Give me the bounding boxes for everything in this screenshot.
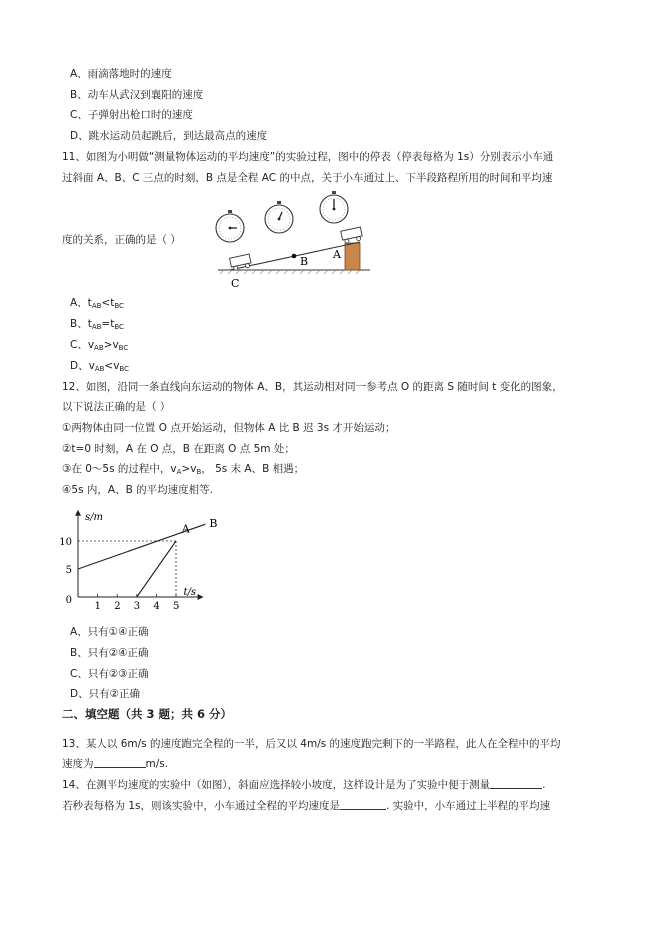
x-axis-arrow bbox=[198, 594, 204, 600]
section-title: 二、填空题（共 3 题；共 6 分） bbox=[62, 707, 233, 721]
q13-answer-blank[interactable] bbox=[94, 757, 146, 768]
stopwatch-b-icon bbox=[265, 201, 293, 233]
cart-at-a-icon bbox=[341, 227, 363, 244]
q12-option-c: C、只有②③正确 bbox=[70, 668, 149, 680]
q12-statement-4: ④5s 内，A、B 的平均速度相等. bbox=[62, 484, 213, 496]
y-tick-label: 0 bbox=[65, 595, 72, 606]
q14-answer-blank-1[interactable] bbox=[490, 778, 542, 789]
series-label-a: A bbox=[181, 522, 190, 536]
q12-stem-line1: 12、如图，沿同一条直线向东运动的物体 A、B，其运动相对同一参考点 O 的距离 S 随时间 t 变化的图象， bbox=[62, 381, 563, 393]
q12-option-a: A、只有①④正确 bbox=[70, 626, 149, 638]
q11-option-a: A、$t_{AB}<t_{BC}$ bbox=[70, 297, 124, 310]
stopwatch-c-icon bbox=[216, 210, 244, 242]
label-a: A bbox=[333, 248, 341, 261]
wooden-block bbox=[345, 243, 360, 270]
q14-answer-blank-2[interactable] bbox=[340, 799, 386, 810]
x-axis-label: t/s bbox=[183, 587, 197, 598]
q12-stem-line2: 以下说法正确的是（ ） bbox=[62, 401, 171, 413]
q11-option-c: C、$v_{AB}>v_{BC}$ bbox=[70, 339, 129, 352]
x-tick-label: 3 bbox=[133, 601, 141, 612]
q11-stem-line2: 过斜面 A、B、C 三点的时刻，B 点是全程 AC 的中点，关于小车通过上、下半段路程所用的时间和平均速 bbox=[62, 172, 553, 184]
q12-option-b: B、只有②④正确 bbox=[70, 647, 149, 659]
x-tick-label: 5 bbox=[173, 601, 180, 612]
series-label-b: B bbox=[209, 517, 218, 531]
q10-option-a: A、雨滴落地时的速度 bbox=[70, 68, 172, 80]
q12-statement-3: ③在 0～5s 的过程中，$v_A>v_B$， 5s 末 A、B 相遇； bbox=[62, 463, 305, 476]
q14-stem-line1: 14、在测平均速度的实验中（如图），斜面应选择较小坡度，这样设计是为了实验中便于测量 . bbox=[62, 779, 546, 791]
y-tick-label: 10 bbox=[59, 537, 72, 548]
cart-at-c-icon bbox=[230, 254, 252, 271]
y-tick-label: 5 bbox=[65, 565, 72, 576]
x-tick-label: 1 bbox=[94, 601, 101, 612]
q11-stem-line3: 度的关系，正确的是（ ） bbox=[62, 234, 181, 246]
x-tick-label: 4 bbox=[153, 601, 160, 612]
stopwatch-a-icon bbox=[320, 191, 348, 223]
x-tick-label: 2 bbox=[114, 601, 121, 612]
q13-stem-line1: 13、某人以 6m/s 的速度跑完全程的一半，后又以 4m/s 的速度跑完剩下的一半路程，此人在全程中的平均 bbox=[62, 738, 561, 750]
st-graph bbox=[59, 503, 237, 615]
midpoint-b-dot bbox=[292, 254, 297, 259]
label-c: C bbox=[231, 277, 240, 290]
label-b: B bbox=[300, 255, 309, 268]
q10-option-c: C、子弹射出枪口时的速度 bbox=[70, 109, 193, 121]
q11-option-b: B、$t_{AB}=t_{BC}$ bbox=[70, 318, 124, 331]
q10-option-d: D、跳水运动员起跳后，到达最高点的速度 bbox=[70, 130, 268, 142]
q12-option-d: D、只有②正确 bbox=[70, 688, 140, 700]
q12-statement-2: ②t=0 时刻，A 在 O 点，B 在距离 O 点 5m 处； bbox=[62, 443, 295, 455]
series-line-a bbox=[137, 541, 176, 597]
q12-statement-1: ①两物体由同一位置 O 点开始运动，但物体 A 比 B 迟 3s 才开始运动； bbox=[62, 422, 396, 434]
q13-stem-line2: 速度为 m/s. bbox=[62, 758, 169, 770]
y-axis-arrow bbox=[75, 510, 81, 516]
q10-option-b: B、动车从武汉到襄阳的速度 bbox=[70, 89, 204, 101]
incline-figure bbox=[214, 190, 374, 295]
q14-stem-line2: 若秒表每格为 1s，则该实验中，小车通过全程的平均速度是 . 实验中，小车通过上半程的平均速 bbox=[62, 800, 551, 812]
q11-option-d: D、$v_{AB}<v_{BC}$ bbox=[70, 360, 129, 373]
y-axis-label: s/m bbox=[85, 511, 103, 523]
q11-stem-line1: 11、如图为小明做“测量物体运动的平均速度”的实验过程，图中的停表（停表每格为 1s）分别表示小车通 bbox=[62, 151, 554, 163]
